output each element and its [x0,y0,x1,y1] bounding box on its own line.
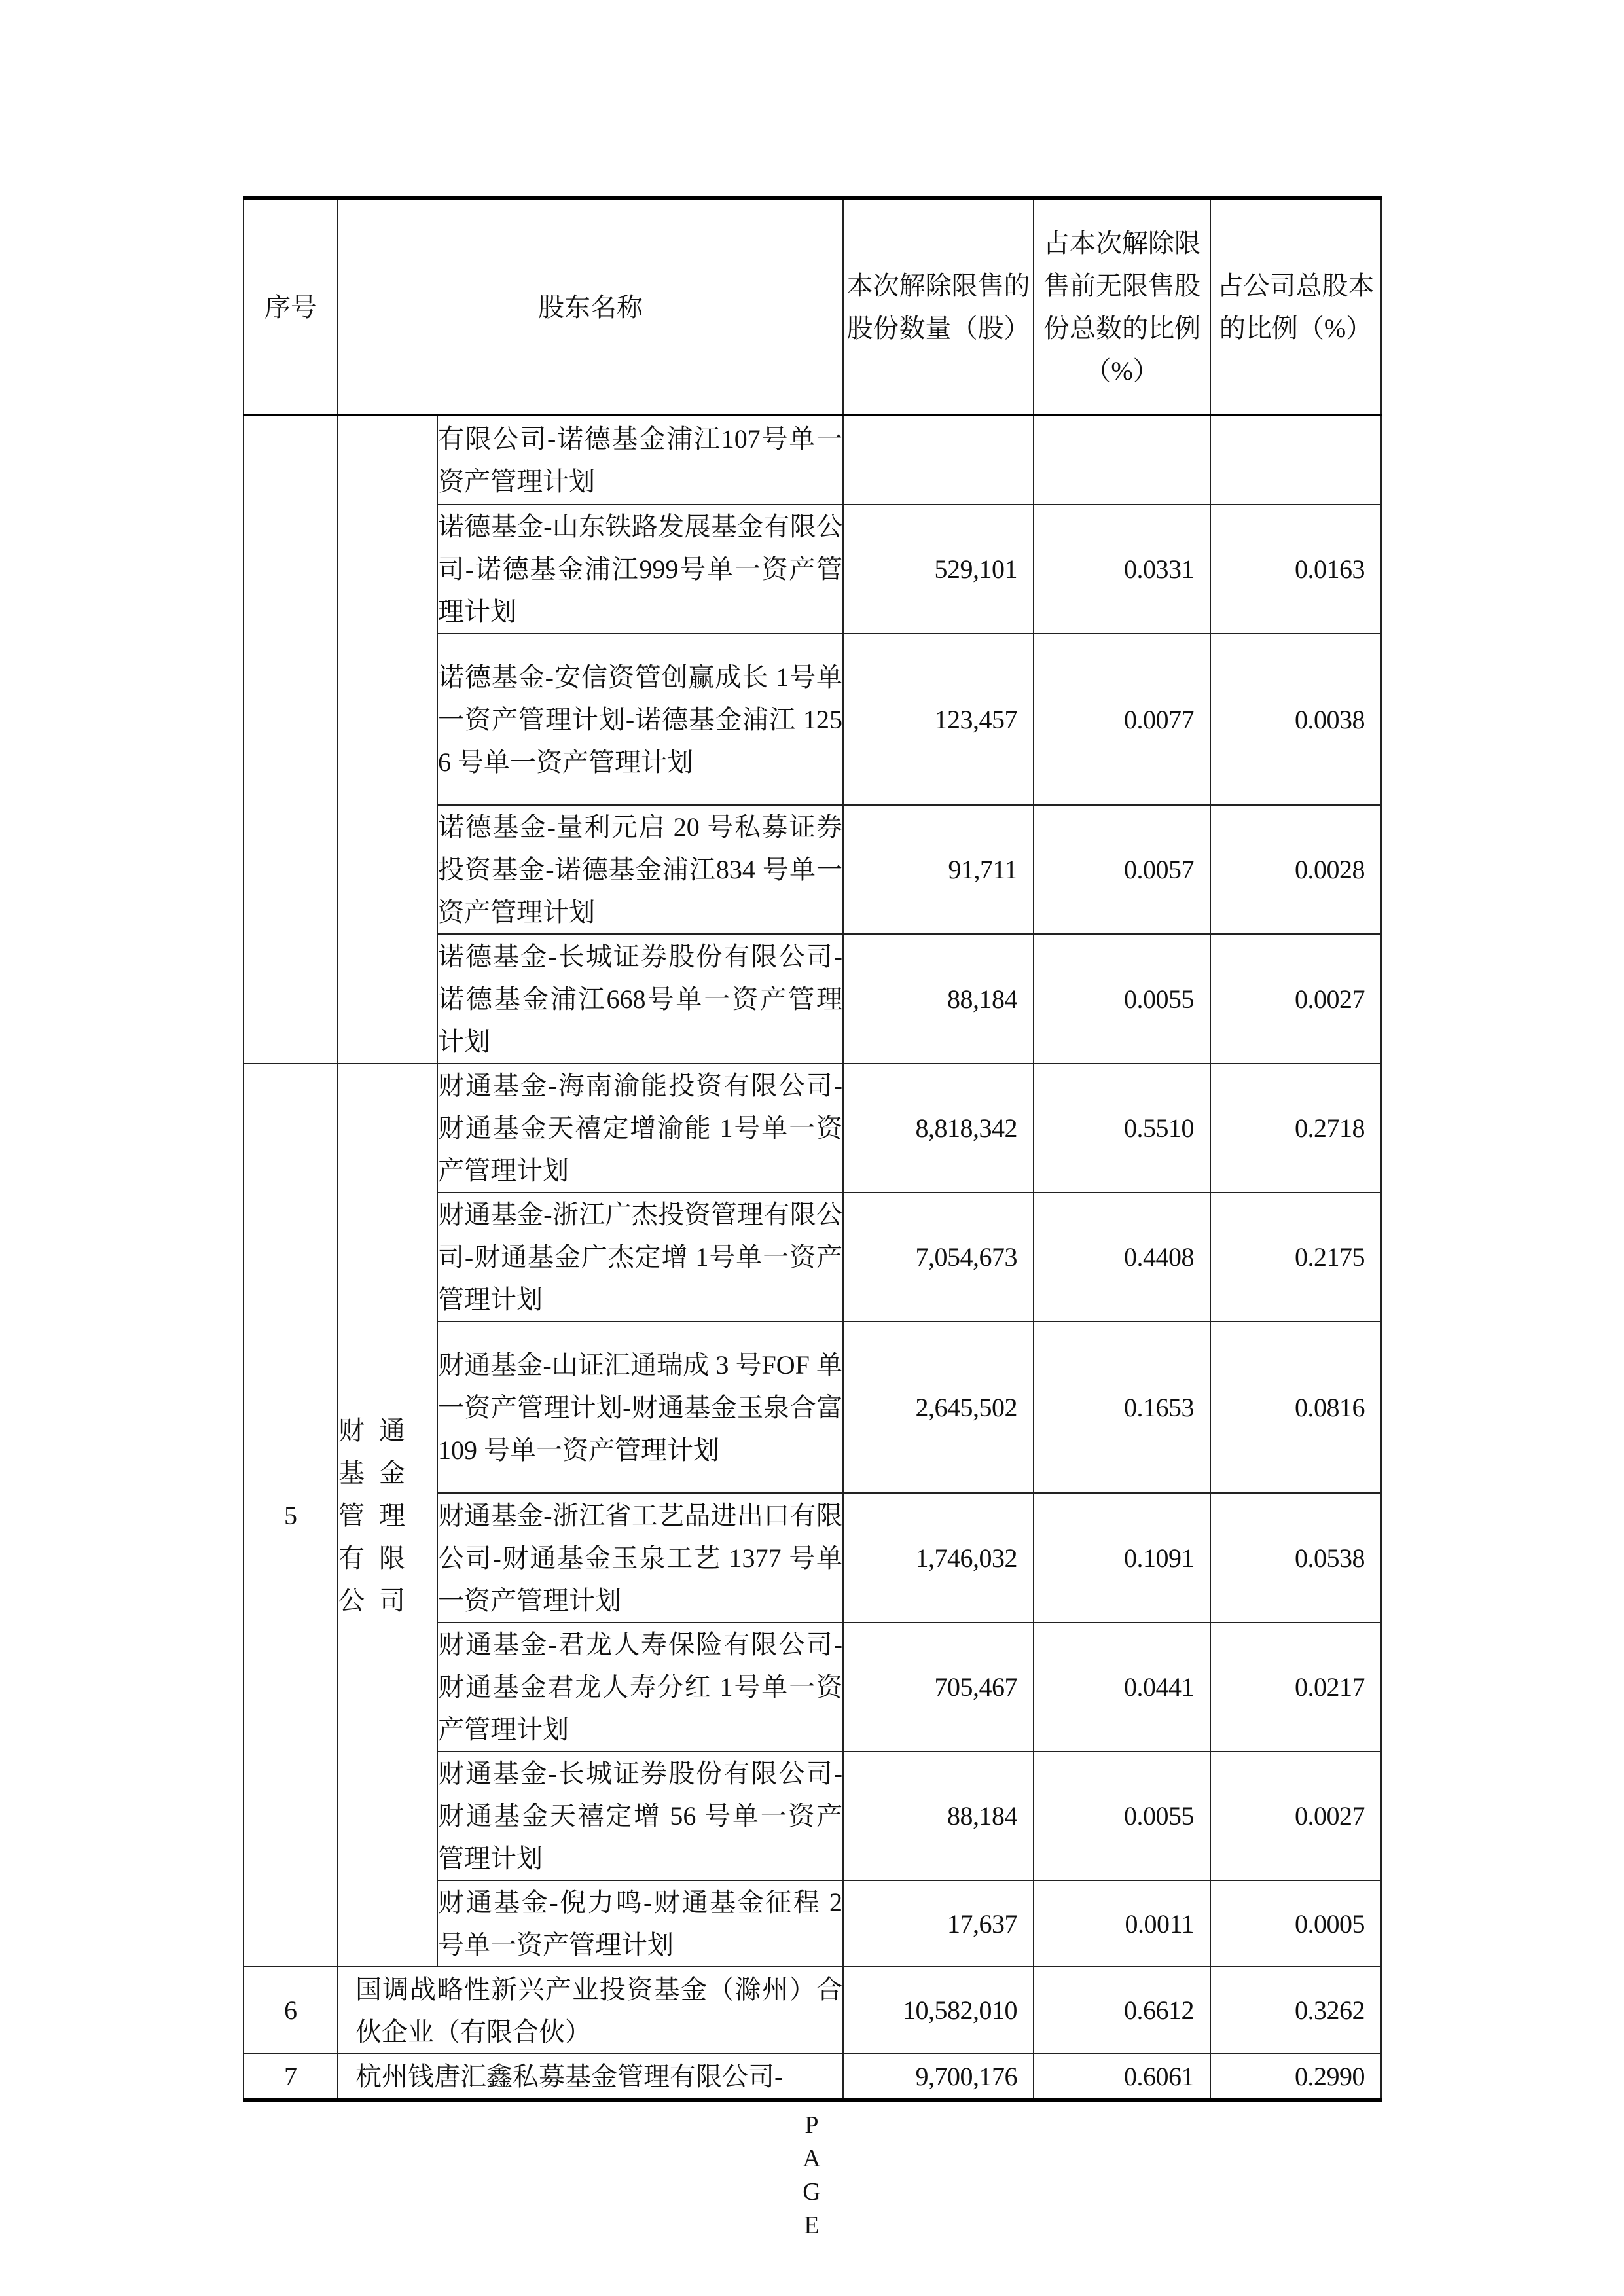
header-pct-total: 占公司总股本的比例（%） [1210,198,1381,415]
header-index: 序号 [244,198,338,415]
share-quantity: 529,101 [843,505,1034,634]
pct-unrestricted: 0.0057 [1034,805,1210,934]
pct-unrestricted: 0.0331 [1034,505,1210,634]
group-index-cell: 5 [244,1064,338,1967]
unlocked-shares-table [243,196,1382,2102]
pct-unrestricted: 0.1091 [1034,1493,1210,1623]
pct-unrestricted: 0.4408 [1034,1193,1210,1321]
pct-total: 0.2175 [1210,1193,1381,1321]
share-quantity: 123,457 [843,634,1034,805]
pct-total: 0.3262 [1210,1967,1381,2054]
pct-total: 0.0816 [1210,1321,1381,1493]
table-row [244,1064,1381,1193]
row-index: 6 [244,1967,338,2054]
pct-unrestricted: 0.0441 [1034,1623,1210,1751]
shareholder-name: 财通基金-君龙人寿保险有限公司-财通基金君龙人寿分红 1号单一资产管理计划 [437,1623,843,1751]
pct-unrestricted [1034,415,1210,505]
header-pct-unrestricted: 占本次解除限售前无限售股份总数的比例（%） [1034,198,1210,415]
pct-total: 0.0038 [1210,634,1381,805]
row-index: 7 [244,2054,338,2100]
shareholder-name: 财通基金-倪力鸣-财通基金征程 2 号单一资产管理计划 [437,1880,843,1967]
pct-unrestricted: 0.1653 [1034,1321,1210,1493]
shareholder-name: 财通基金-山证汇通瑞成 3 号FOF 单一资产管理计划-财通基金玉泉合富 109 号单一资产管理计划 [437,1321,843,1493]
share-quantity: 91,711 [843,805,1034,934]
share-quantity: 10,582,010 [843,1967,1034,2054]
shareholder-name: 财通基金-海南渝能投资有限公司-财通基金天禧定增渝能 1号单一资产管理计划 [437,1064,843,1193]
shareholder-name: 诺德基金-长城证券股份有限公司-诺德基金浦江668号单一资产管理计划 [437,934,843,1064]
shareholder-name: 诺德基金-山东铁路发展基金有限公司-诺德基金浦江999号单一资产管理计划 [437,505,843,634]
share-quantity: 9,700,176 [843,2054,1034,2100]
pct-unrestricted: 0.5510 [1034,1064,1210,1193]
table-row [244,2054,1381,2100]
pct-total: 0.0028 [1210,805,1381,934]
table-header-row [244,198,1381,415]
pct-unrestricted: 0.0055 [1034,1751,1210,1880]
shareholder-name: 杭州钱唐汇鑫私募基金管理有限公司- [338,2054,843,2100]
shareholder-name: 有限公司-诺德基金浦江107号单一资产管理计划 [437,415,843,505]
pct-unrestricted: 0.0055 [1034,934,1210,1064]
share-quantity: 88,184 [843,934,1034,1064]
table-row [244,415,1381,505]
shareholder-name: 财通基金-长城证券股份有限公司-财通基金天禧定增 56 号单一资产管理计划 [437,1751,843,1880]
share-quantity: 2,645,502 [843,1321,1034,1493]
group-manager-cell [338,415,437,1064]
share-quantity: 88,184 [843,1751,1034,1880]
pct-total: 0.0217 [1210,1623,1381,1751]
pct-total: 0.0027 [1210,934,1381,1064]
group-index-cell [244,415,338,1064]
pct-unrestricted: 0.6612 [1034,1967,1210,2054]
shareholder-name: 财通基金-浙江广杰投资管理有限公司-财通基金广杰定增 1号单一资产管理计划 [437,1193,843,1321]
pct-total [1210,415,1381,505]
pct-total: 0.0005 [1210,1880,1381,1967]
shareholder-name: 诺德基金-安信资管创赢成长 1号单一资产管理计划-诺德基金浦江 1256 号单一资产管理计划 [437,634,843,805]
pct-unrestricted: 0.0077 [1034,634,1210,805]
header-quantity: 本次解除限售的股份数量（股） [843,198,1034,415]
pct-total: 0.0163 [1210,505,1381,634]
page-number-field: PAGE [803,2111,821,2239]
shareholder-name: 国调战略性新兴产业投资基金（滁州）合伙企业（有限合伙） [338,1967,843,2054]
pct-unrestricted: 0.0011 [1034,1880,1210,1967]
header-shareholder: 股东名称 [338,198,843,415]
pct-total: 0.2990 [1210,2054,1381,2100]
share-quantity: 7,054,673 [843,1193,1034,1321]
share-quantity: 17,637 [843,1880,1034,1967]
pct-total: 0.2718 [1210,1064,1381,1193]
table-row [244,1967,1381,2054]
share-quantity: 1,746,032 [843,1493,1034,1623]
pct-unrestricted: 0.6061 [1034,2054,1210,2100]
pct-total: 0.0027 [1210,1751,1381,1880]
share-quantity: 705,467 [843,1623,1034,1751]
shareholder-name: 财通基金-浙江省工艺品进出口有限公司-财通基金玉泉工艺 1377 号单一资产管理计划 [437,1493,843,1623]
share-quantity [843,415,1034,505]
share-quantity: 8,818,342 [843,1064,1034,1193]
shareholder-name: 诺德基金-量利元启 20 号私募证券投资基金-诺德基金浦江834 号单一资产管理计划 [437,805,843,934]
group-manager-cell: 财通基金管理有限公司 [338,1064,437,1967]
pct-total: 0.0538 [1210,1493,1381,1623]
